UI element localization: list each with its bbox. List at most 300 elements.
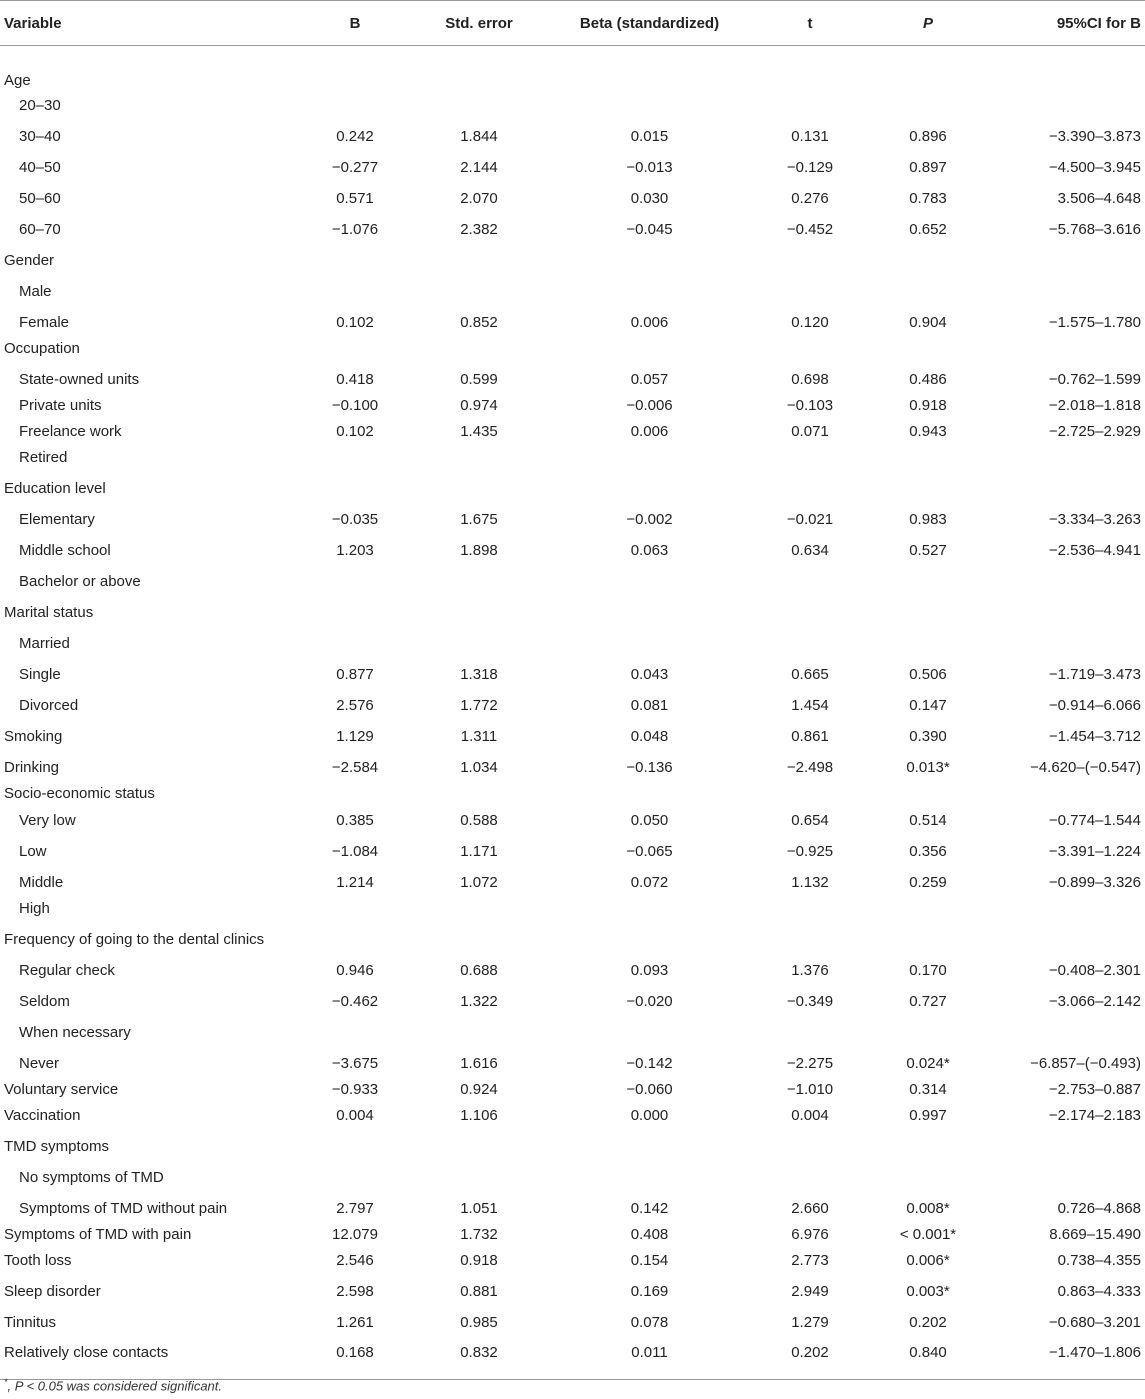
- cell-t: 0.202: [761, 1335, 859, 1380]
- cell-t: [761, 242, 859, 273]
- cell-std-error: 0.924: [460, 1080, 498, 1098]
- cell-std-error: 0.588: [460, 811, 498, 829]
- cell-variable: Married: [19, 634, 70, 652]
- cell-ci: 3.506–4.648: [1057, 189, 1141, 207]
- cell-std-error: 0.832: [420, 1335, 538, 1380]
- cell-std-error: 1.616: [460, 1054, 498, 1072]
- cell-variable: Single: [19, 665, 61, 683]
- cell-beta: [538, 780, 761, 806]
- table-row: [0, 687, 1145, 718]
- cell-variable: High: [19, 899, 50, 917]
- table-row: [0, 335, 1145, 361]
- cell-beta: 0.000: [630, 1106, 669, 1124]
- cell-p: [859, 780, 997, 806]
- cell-ci: −2.753–0.887: [1048, 1080, 1141, 1098]
- cell-variable: Bachelor or above: [19, 572, 141, 590]
- cell-beta: 0.169: [630, 1282, 669, 1300]
- cell-variable: Occupation: [4, 339, 80, 357]
- cell-variable: Divorced: [19, 696, 79, 714]
- cell-t: [761, 93, 859, 118]
- cell-b: 12.079: [332, 1225, 378, 1243]
- cell-p: 0.918: [909, 396, 947, 414]
- cell-p: [859, 444, 997, 470]
- cell-variable: Symptoms of TMD with pain: [4, 1225, 192, 1243]
- cell-p: [859, 563, 997, 594]
- cell-p: 0.356: [909, 842, 947, 860]
- cell-std-error: 1.171: [460, 842, 498, 860]
- cell-std-error: [420, 895, 538, 921]
- cell-p: 0.008*: [906, 1199, 950, 1217]
- cell-variable: Smoking: [4, 727, 63, 745]
- cell-t: 2.660: [791, 1199, 829, 1217]
- cell-p: [859, 625, 997, 656]
- cell-t: 0.004: [791, 1106, 829, 1124]
- cell-p: 0.840: [859, 1335, 997, 1380]
- cell-beta: [538, 895, 761, 921]
- cell-t: 0.665: [791, 665, 829, 683]
- cell-ci: [997, 1159, 1145, 1190]
- cell-t: [761, 895, 859, 921]
- cell-beta: 0.006: [630, 422, 669, 440]
- cell-p: 0.514: [909, 811, 947, 829]
- cell-beta: −0.142: [626, 1054, 673, 1072]
- cell-variable: Marital status: [4, 603, 94, 621]
- cell-b: [290, 46, 420, 93]
- cell-variable: Female: [19, 313, 70, 331]
- cell-p: 0.024*: [906, 1054, 950, 1072]
- table-row: [0, 1304, 1145, 1335]
- cell-t: 2.949: [791, 1282, 829, 1300]
- cell-beta: [538, 273, 761, 304]
- table-row: [0, 1247, 1145, 1273]
- cell-p: 0.013*: [906, 758, 950, 776]
- table-row: [0, 718, 1145, 749]
- cell-b: −0.277: [331, 158, 379, 176]
- cell-variable: Private units: [19, 396, 102, 414]
- header-t: t: [761, 1, 859, 46]
- cell-std-error: 0.918: [460, 1251, 498, 1269]
- cell-t: [761, 921, 859, 952]
- cell-beta: [538, 594, 761, 625]
- table-row: [0, 1076, 1145, 1102]
- cell-ci: −2.174–2.183: [1048, 1106, 1141, 1124]
- cell-t: 1.279: [791, 1313, 829, 1331]
- cell-beta: 0.015: [630, 127, 669, 145]
- cell-beta: [538, 1159, 761, 1190]
- cell-p: 0.783: [909, 189, 947, 207]
- cell-p: 0.390: [909, 727, 947, 745]
- cell-p: [859, 93, 997, 118]
- cell-t: 0.071: [791, 422, 829, 440]
- cell-t: [761, 1159, 859, 1190]
- cell-beta: 0.072: [630, 873, 669, 891]
- cell-beta: 0.043: [630, 665, 669, 683]
- cell-t: 0.634: [791, 541, 829, 559]
- cell-beta: 0.408: [630, 1225, 669, 1243]
- cell-b: [290, 335, 420, 361]
- cell-p: [859, 273, 997, 304]
- table-row: [0, 304, 1145, 335]
- cell-variable: Middle school: [19, 541, 111, 559]
- cell-b: [290, 444, 420, 470]
- cell-variable: TMD symptoms: [4, 1137, 109, 1155]
- cell-std-error: [420, 335, 538, 361]
- table-row: [0, 361, 1145, 392]
- cell-t: 0.698: [791, 370, 829, 388]
- cell-variable: Tooth loss: [4, 1251, 72, 1269]
- cell-b: [290, 1159, 420, 1190]
- cell-b: 1.203: [336, 541, 374, 559]
- cell-p: 0.943: [909, 422, 947, 440]
- cell-ci: −1.470–1.806: [997, 1335, 1145, 1380]
- cell-t: [761, 563, 859, 594]
- cell-variable: 20–30: [19, 96, 61, 114]
- cell-b: −3.675: [331, 1054, 379, 1072]
- cell-ci: [997, 273, 1145, 304]
- cell-ci: −0.774–1.544: [1048, 811, 1141, 829]
- cell-ci: [997, 470, 1145, 501]
- cell-beta: −0.136: [626, 758, 673, 776]
- cell-t: −0.925: [786, 842, 834, 860]
- cell-std-error: [420, 273, 538, 304]
- cell-std-error: 1.732: [460, 1225, 498, 1243]
- table-row: [0, 392, 1145, 418]
- table-row: [0, 418, 1145, 444]
- cell-ci: −5.768–3.616: [1048, 220, 1141, 238]
- table-row: [0, 118, 1145, 149]
- cell-t: −0.129: [786, 158, 834, 176]
- cell-p: 0.006*: [906, 1251, 950, 1269]
- cell-variable: Never: [19, 1054, 60, 1072]
- cell-p: 0.983: [909, 510, 947, 528]
- table-row: [0, 806, 1145, 833]
- cell-ci: −3.334–3.263: [1048, 510, 1141, 528]
- table-row: [0, 46, 1145, 93]
- cell-variable: Frequency of going to the dental clinics: [4, 930, 265, 948]
- cell-variable: 60–70: [19, 220, 61, 238]
- cell-ci: [997, 1128, 1145, 1159]
- cell-variable: Middle: [19, 873, 64, 891]
- table-row: [0, 594, 1145, 625]
- cell-t: −2.275: [786, 1054, 834, 1072]
- cell-p: [859, 335, 997, 361]
- cell-p: [859, 921, 997, 952]
- cell-b: [290, 242, 420, 273]
- cell-b: −0.462: [331, 992, 379, 1010]
- header-std-error: Std. error: [420, 1, 538, 46]
- cell-b: 0.102: [336, 313, 374, 331]
- cell-beta: [538, 470, 761, 501]
- cell-t: −0.452: [786, 220, 834, 238]
- cell-beta: −0.013: [626, 158, 673, 176]
- cell-b: 0.418: [336, 370, 374, 388]
- table-body: [0, 46, 1145, 1380]
- cell-b: 2.598: [336, 1282, 374, 1300]
- cell-ci: 0.863–4.333: [1057, 1282, 1141, 1300]
- table-row: [0, 1014, 1145, 1045]
- cell-std-error: 1.318: [460, 665, 498, 683]
- table-row: [0, 242, 1145, 273]
- cell-b: 0.946: [336, 961, 374, 979]
- table-row: [0, 563, 1145, 594]
- cell-ci: −2.536–4.941: [1048, 541, 1141, 559]
- cell-p: 0.486: [909, 370, 947, 388]
- cell-b: 0.877: [336, 665, 374, 683]
- cell-p: < 0.001*: [899, 1225, 957, 1243]
- cell-b: 1.261: [336, 1313, 374, 1331]
- table-row: [0, 1190, 1145, 1221]
- cell-b: [290, 895, 420, 921]
- cell-beta: 0.048: [630, 727, 669, 745]
- cell-t: [761, 470, 859, 501]
- cell-b: −2.584: [331, 758, 379, 776]
- cell-ci: −2.018–1.818: [1048, 396, 1141, 414]
- header-beta: Beta (standardized): [538, 1, 761, 46]
- cell-t: [761, 273, 859, 304]
- cell-ci: [997, 563, 1145, 594]
- cell-ci: −3.066–2.142: [1048, 992, 1141, 1010]
- cell-beta: −0.060: [626, 1080, 673, 1098]
- cell-t: 1.454: [791, 696, 829, 714]
- cell-variable: 40–50: [19, 158, 61, 176]
- cell-variable: Elementary: [19, 510, 95, 528]
- cell-b: 1.214: [336, 873, 374, 891]
- cell-b: 0.242: [336, 127, 374, 145]
- table-row: [0, 211, 1145, 242]
- cell-ci: −4.620–(−0.547): [1030, 758, 1141, 776]
- cell-std-error: [420, 93, 538, 118]
- cell-t: 1.132: [791, 873, 829, 891]
- cell-ci: −0.899–3.326: [1048, 873, 1141, 891]
- cell-beta: [538, 444, 761, 470]
- cell-variable: No symptoms of TMD: [19, 1168, 164, 1186]
- cell-t: [761, 444, 859, 470]
- cell-variable: Relatively close contacts: [0, 1335, 290, 1380]
- cell-ci: −6.857–(−0.493): [1030, 1054, 1141, 1072]
- cell-b: 2.576: [336, 696, 374, 714]
- cell-std-error: 0.852: [460, 313, 498, 331]
- cell-ci: [997, 444, 1145, 470]
- cell-b: −0.100: [331, 396, 379, 414]
- cell-ci: 0.726–4.868: [1057, 1199, 1141, 1217]
- cell-b: 1.129: [336, 727, 374, 745]
- table-row: [0, 952, 1145, 983]
- cell-std-error: 1.311: [460, 727, 498, 745]
- cell-t: 1.376: [791, 961, 829, 979]
- cell-t: 0.654: [791, 811, 829, 829]
- cell-variable: State-owned units: [19, 370, 140, 388]
- cell-b: [290, 93, 420, 118]
- header-ci: 95%CI for B: [997, 1, 1145, 46]
- cell-p: [859, 46, 997, 93]
- cell-t: [761, 1014, 859, 1045]
- cell-p: [859, 1014, 997, 1045]
- cell-p: 0.147: [909, 696, 947, 714]
- cell-std-error: 1.051: [460, 1199, 498, 1217]
- cell-p: [859, 470, 997, 501]
- cell-t: [761, 335, 859, 361]
- cell-std-error: [420, 1159, 538, 1190]
- cell-beta: 0.030: [630, 189, 669, 207]
- header-b: B: [290, 1, 420, 46]
- cell-variable: Gender: [4, 251, 55, 269]
- cell-t: 0.861: [791, 727, 829, 745]
- cell-std-error: 2.382: [460, 220, 498, 238]
- cell-std-error: 0.688: [460, 961, 498, 979]
- cell-b: [290, 625, 420, 656]
- cell-t: 2.773: [791, 1251, 829, 1269]
- cell-beta: 0.006: [630, 313, 669, 331]
- cell-std-error: 0.985: [460, 1313, 498, 1331]
- cell-b: −1.084: [331, 842, 379, 860]
- table-row: [0, 470, 1145, 501]
- cell-p: 0.652: [909, 220, 947, 238]
- cell-variable: Drinking: [4, 758, 60, 776]
- cell-t: [761, 780, 859, 806]
- cell-p: [859, 594, 997, 625]
- cell-ci: [997, 46, 1145, 93]
- cell-t: 0.276: [791, 189, 829, 207]
- table-row: [0, 273, 1145, 304]
- cell-p: [859, 242, 997, 273]
- cell-beta: [538, 1128, 761, 1159]
- cell-variable: 50–60: [19, 189, 61, 207]
- cell-ci: [997, 895, 1145, 921]
- cell-p: 0.259: [909, 873, 947, 891]
- cell-std-error: [420, 563, 538, 594]
- table-row: [0, 180, 1145, 211]
- cell-b: 2.797: [336, 1199, 374, 1217]
- cell-b: [290, 563, 420, 594]
- cell-beta: 0.050: [630, 811, 669, 829]
- cell-std-error: [420, 444, 538, 470]
- cell-std-error: 0.881: [460, 1282, 498, 1300]
- table-row: [0, 895, 1145, 921]
- cell-std-error: [420, 470, 538, 501]
- cell-b: −0.933: [331, 1080, 379, 1098]
- cell-std-error: [420, 46, 538, 93]
- header-row: [0, 1, 1145, 46]
- cell-variable: Sleep disorder: [4, 1282, 101, 1300]
- cell-ci: [997, 780, 1145, 806]
- cell-beta: [538, 1014, 761, 1045]
- cell-ci: [997, 93, 1145, 118]
- cell-std-error: [420, 921, 538, 952]
- cell-ci: −4.500–3.945: [1048, 158, 1141, 176]
- cell-variable: When necessary: [19, 1023, 131, 1041]
- cell-variable: Freelance work: [19, 422, 122, 440]
- cell-t: [761, 46, 859, 93]
- cell-ci: −3.391–1.224: [1048, 842, 1141, 860]
- cell-ci: −0.914–6.066: [1048, 696, 1141, 714]
- cell-std-error: [420, 594, 538, 625]
- cell-p: [859, 895, 997, 921]
- cell-beta: [538, 335, 761, 361]
- cell-std-error: 2.070: [460, 189, 498, 207]
- cell-b: 0.102: [336, 422, 374, 440]
- table-row: [0, 625, 1145, 656]
- cell-b: 0.571: [336, 189, 374, 207]
- cell-beta: 0.078: [630, 1313, 669, 1331]
- cell-ci: [997, 1014, 1145, 1045]
- cell-ci: [997, 921, 1145, 952]
- cell-b: 0.168: [290, 1335, 420, 1380]
- cell-beta: [538, 563, 761, 594]
- cell-beta: 0.142: [630, 1199, 669, 1217]
- table-row: [0, 749, 1145, 780]
- table-row: [0, 983, 1145, 1014]
- cell-std-error: 1.844: [460, 127, 498, 145]
- cell-beta: −0.002: [626, 510, 673, 528]
- cell-t: [761, 594, 859, 625]
- cell-p: [859, 1128, 997, 1159]
- cell-b: [290, 273, 420, 304]
- table-row: [0, 1273, 1145, 1304]
- cell-ci: [997, 594, 1145, 625]
- footnote: [4, 1377, 222, 1393]
- cell-t: 0.131: [791, 127, 829, 145]
- cell-std-error: 1.675: [460, 510, 498, 528]
- table-row: [0, 1128, 1145, 1159]
- cell-t: −0.021: [786, 510, 834, 528]
- cell-beta: [538, 242, 761, 273]
- cell-std-error: 1.898: [460, 541, 498, 559]
- cell-t: −0.103: [786, 396, 834, 414]
- header-p: P: [859, 1, 997, 46]
- cell-b: [290, 470, 420, 501]
- cell-p: 0.170: [909, 961, 947, 979]
- table-row: [0, 93, 1145, 118]
- cell-b: [290, 594, 420, 625]
- cell-p: 0.506: [909, 665, 947, 683]
- cell-ci: −3.390–3.873: [1048, 127, 1141, 145]
- cell-beta: [538, 93, 761, 118]
- cell-ci: −2.725–2.929: [1048, 422, 1141, 440]
- table-row: [0, 1335, 1145, 1380]
- cell-variable: Symptoms of TMD without pain: [19, 1199, 228, 1217]
- cell-b: 2.546: [336, 1251, 374, 1269]
- cell-beta: [538, 46, 761, 93]
- cell-std-error: [420, 780, 538, 806]
- table-row: [0, 780, 1145, 806]
- cell-variable: 30–40: [19, 127, 61, 145]
- cell-beta: 0.011: [538, 1335, 761, 1380]
- cell-beta: 0.154: [630, 1251, 669, 1269]
- cell-p: 0.727: [909, 992, 947, 1010]
- cell-ci: 8.669–15.490: [1049, 1225, 1141, 1243]
- table-row: [0, 1045, 1145, 1076]
- footnote-marker: *: [4, 1377, 8, 1387]
- cell-variable: Seldom: [19, 992, 70, 1010]
- cell-variable: Age: [4, 71, 31, 89]
- cell-p: 0.202: [909, 1313, 947, 1331]
- cell-ci: −1.575–1.780: [1048, 313, 1141, 331]
- cell-std-error: 2.144: [460, 158, 498, 176]
- cell-std-error: 1.106: [460, 1106, 498, 1124]
- table-row: [0, 1221, 1145, 1247]
- cell-b: [290, 780, 420, 806]
- cell-p: 0.896: [909, 127, 947, 145]
- cell-b: 0.385: [336, 811, 374, 829]
- cell-b: 0.004: [336, 1106, 374, 1124]
- cell-p: 0.897: [909, 158, 947, 176]
- table-row: [0, 149, 1145, 180]
- cell-t: 0.120: [791, 313, 829, 331]
- cell-ci: [997, 335, 1145, 361]
- cell-beta: 0.057: [630, 370, 669, 388]
- table-row: [0, 1159, 1145, 1190]
- cell-ci: [997, 242, 1145, 273]
